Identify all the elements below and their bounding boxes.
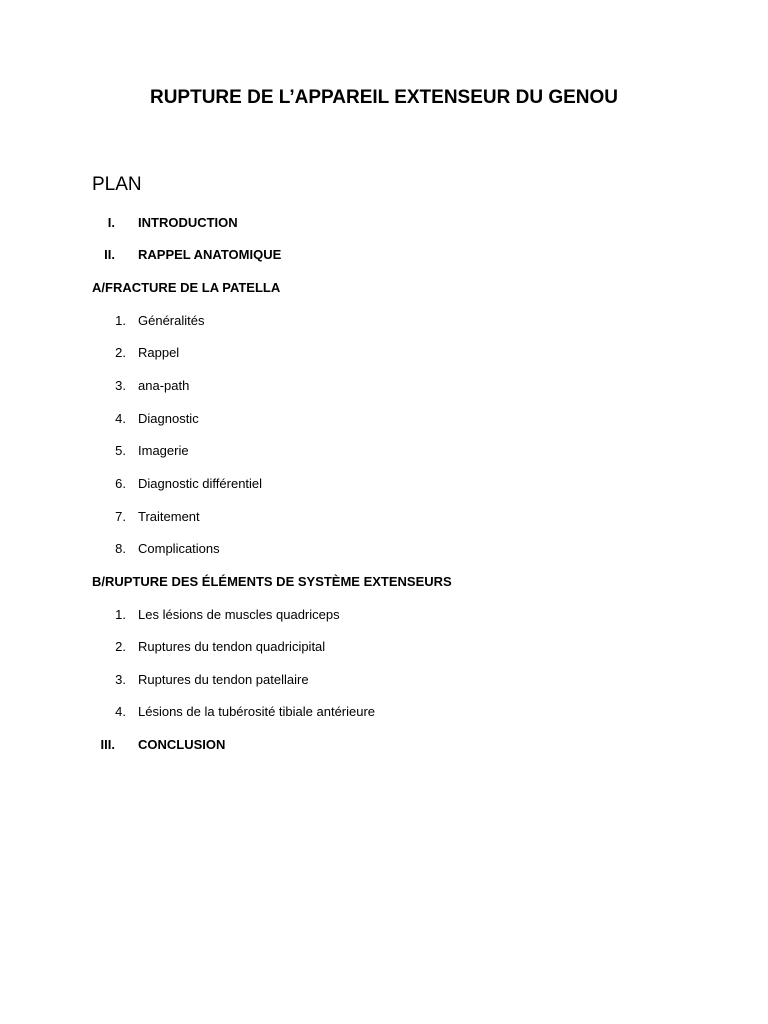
outline-number: I. (107, 215, 115, 230)
outline-text: Les lésions de muscles quadriceps (138, 607, 340, 622)
outline-number: 4. (115, 704, 126, 719)
section-heading-b: B/RUPTURE DES ÉLÉMENTS DE SYSTÈME EXTENSEURS (92, 574, 452, 589)
outline-number: II. (104, 247, 115, 262)
outline-text: Imagerie (138, 443, 189, 458)
outline-number: 3. (115, 378, 126, 393)
outline-number: 5. (115, 443, 126, 458)
outline-text: CONCLUSION (138, 737, 226, 752)
outline-number: 3. (115, 672, 126, 687)
outline-text: Complications (138, 541, 220, 556)
outline-number: 1. (115, 313, 126, 328)
outline-number: 4. (115, 411, 126, 426)
outline-number: 6. (115, 476, 126, 491)
section-heading-a: A/FRACTURE DE LA PATELLA (92, 280, 281, 295)
outline-text: Rappel (138, 345, 180, 360)
outline-text: INTRODUCTION (138, 215, 238, 230)
outline-text: Ruptures du tendon quadricipital (138, 639, 326, 654)
outline-text: RAPPEL ANATOMIQUE (138, 247, 282, 262)
outline-text: Généralités (138, 313, 205, 328)
outline-text: Diagnostic différentiel (138, 476, 263, 491)
plan-heading: PLAN (92, 174, 142, 195)
document-title: RUPTURE DE L’APPAREIL EXTENSEUR DU GENOU (149, 87, 619, 108)
outline-text: Lésions de la tubérosité tibiale antérieure (138, 704, 376, 719)
outline-number: 2. (115, 639, 126, 654)
outline-text: Diagnostic (138, 411, 199, 426)
outline-number: 7. (115, 509, 126, 524)
outline-number: 1. (115, 607, 126, 622)
outline-number: III. (100, 737, 115, 752)
outline-number: 8. (115, 541, 126, 556)
outline-text: Traitement (138, 509, 200, 524)
outline-number: 2. (115, 345, 126, 360)
outline-text: Ruptures du tendon patellaire (138, 672, 309, 687)
outline-text: ana-path (138, 378, 190, 393)
